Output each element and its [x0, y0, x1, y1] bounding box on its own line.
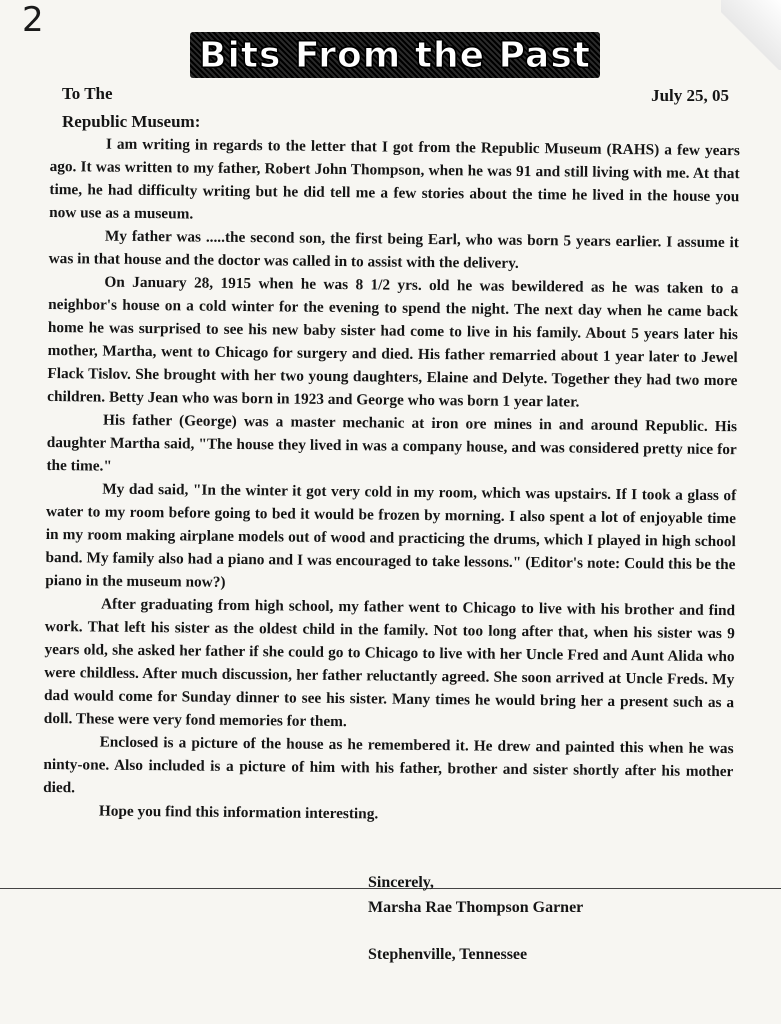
paragraph: My father was .....the second son, the first being Earl, who was born 5 years earlier. I assume it was in that house and the doctor was called in to assist with the delivery. — [48, 227, 739, 272]
paragraph: On January 28, 1915 when he was 8 1/2 yrs. old he was bewildered as he was taken to a neighbor's house on a cold winter for the evening to spend the night. The next day when he came back home he was surprised to see his new baby sister had come to live in his family. About 5 years later his mother, Martha, went to Chicago for surgery and died. His father remarried about 1 year later to Jewel Flack Tislov. She brought with her two young daughters, Elaine and Delyte. Together they had two more children. Betty Jean who was born in 1923 and George who was born 1 year later. — [47, 273, 739, 411]
newsletter-banner-title: Bits From the Past — [190, 32, 600, 78]
paragraph: After graduating from high school, my father went to Chicago to live with his brother and find work. That left his sister as the oldest child in the family. Not too long after that, when his sister was 9 years old, she asked her father if she could go to Chicago to live with her Uncle Fred and Aunt Alida who were childless. After much discussion, her father reluctantly agreed. She soon arrived at Uncle Freds. My dad would come for Sunday dinner to see his sister. Many times he would bring her a present such as a doll. These were very fond memories for them. — [43, 595, 736, 731]
page-corner-curl — [721, 0, 781, 70]
addressee-line-1: To The — [62, 84, 113, 103]
letter-body — [43, 132, 740, 829]
paragraph: I am writing in regards to the letter that I got from the Republic Museum (RAHS) a few years ago. It was written to my father, Robert John Thompson, when he was 91 and still living with me. At that time, he had difficulty writing but he did tell me a few stories about the time he lived in the house you now use as a museum. — [49, 135, 740, 223]
letter-date: July 25, 05 — [651, 86, 729, 105]
addressee-line-2: Republic Museum: — [62, 112, 201, 131]
letter-closing — [368, 870, 583, 967]
paragraph: His father (George) was a master mechanic at iron ore mines in and around Republic. His daughter Martha said, "The house they lived in was a company house, and was considered pretty nice for the time." — [46, 411, 738, 475]
closing-salutation: Sincerely, — [368, 874, 434, 891]
addressee — [62, 80, 200, 136]
signer-name: Marsha Rae Thompson Garner — [368, 899, 584, 916]
page-number: 2 — [22, 0, 44, 40]
signer-location: Stephenville, Tennessee — [368, 946, 528, 963]
paragraph: My dad said, "In the winter it got very cold in my room, which was upstairs. If I took a glass of water to my room before going to bed it would be frozen by morning. I also spent a lot of enjoyable time in my room making airplane models out of wood and practicing the drums, which I played in high school band. My family also had a piano and I was encouraged to take lessons." (Editor's note: Could this be the piano in the museum now?) — [45, 480, 737, 591]
paragraph: Enclosed is a picture of the house as he remembered it. He drew and painted this when he was ninty-one. Also included is a picture of him with his father, brother and sister shortly after his mother died. — [43, 733, 734, 797]
paragraph: Hope you find this information interesting. — [98, 802, 379, 823]
